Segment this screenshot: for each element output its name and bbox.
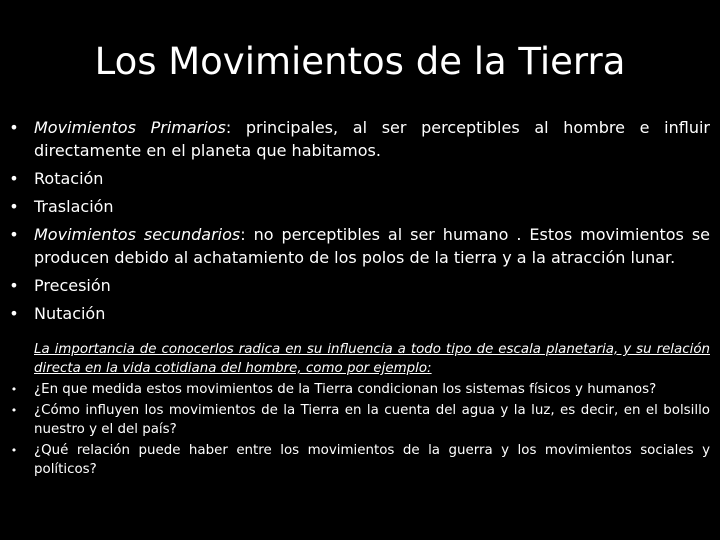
importance-note-text: La importancia de conocerlos radica en su influencia a todo tipo de escala planetaria, y su relación directa en la vida cotidiana del hombre, como por ejemplo: bbox=[34, 342, 710, 376]
bullet-icon: • bbox=[9, 169, 19, 188]
bullet-text: Nutación bbox=[34, 304, 106, 323]
bullet-text: : principales, al ser perceptibles al hombre e influir directamente en el planeta que habitamos. bbox=[34, 118, 711, 160]
importance-note bbox=[8, 340, 710, 378]
list-item bbox=[8, 167, 710, 190]
bullet-emphasis: Movimientos secundarios bbox=[34, 225, 241, 244]
bullet-icon: • bbox=[10, 383, 18, 396]
movements-list bbox=[8, 116, 710, 330]
bullet-icon: • bbox=[9, 118, 19, 137]
list-item bbox=[8, 441, 710, 479]
bullet-icon: • bbox=[10, 444, 18, 457]
list-item bbox=[8, 274, 710, 297]
list-item bbox=[8, 302, 710, 325]
list-item bbox=[8, 116, 710, 162]
questions-list bbox=[8, 340, 710, 481]
question-text: ¿En que medida estos movimientos de la Tierra condicionan los sistemas físicos y humanos? bbox=[34, 382, 657, 397]
list-item bbox=[8, 223, 710, 269]
bullet-icon: • bbox=[9, 197, 19, 216]
bullet-icon: • bbox=[9, 225, 19, 244]
bullet-icon: • bbox=[9, 304, 19, 323]
slide-title: Los Movimientos de la Tierra bbox=[94, 40, 626, 83]
list-item bbox=[8, 380, 710, 399]
bullet-text: Precesión bbox=[34, 276, 111, 295]
bullet-emphasis: Movimientos Primarios bbox=[34, 118, 226, 137]
question-text: ¿Cómo influyen los movimientos de la Tierra en la cuenta del agua y la luz, es decir, en el bolsillo nuestro y el del país? bbox=[34, 403, 710, 437]
question-text: ¿Qué relación puede haber entre los movimientos de la guerra y los movimientos sociales y políticos? bbox=[34, 443, 710, 477]
list-item bbox=[8, 195, 710, 218]
list-item bbox=[8, 401, 710, 439]
bullet-icon: • bbox=[10, 404, 18, 417]
bullet-text: : no perceptibles al ser humano . Estos movimientos se producen debido al achatamiento de los polos de la tierra y a la atracción lunar. bbox=[34, 225, 710, 267]
bullet-icon: • bbox=[9, 276, 19, 295]
bullet-text: Rotación bbox=[34, 169, 104, 188]
bullet-text: Traslación bbox=[34, 197, 114, 216]
